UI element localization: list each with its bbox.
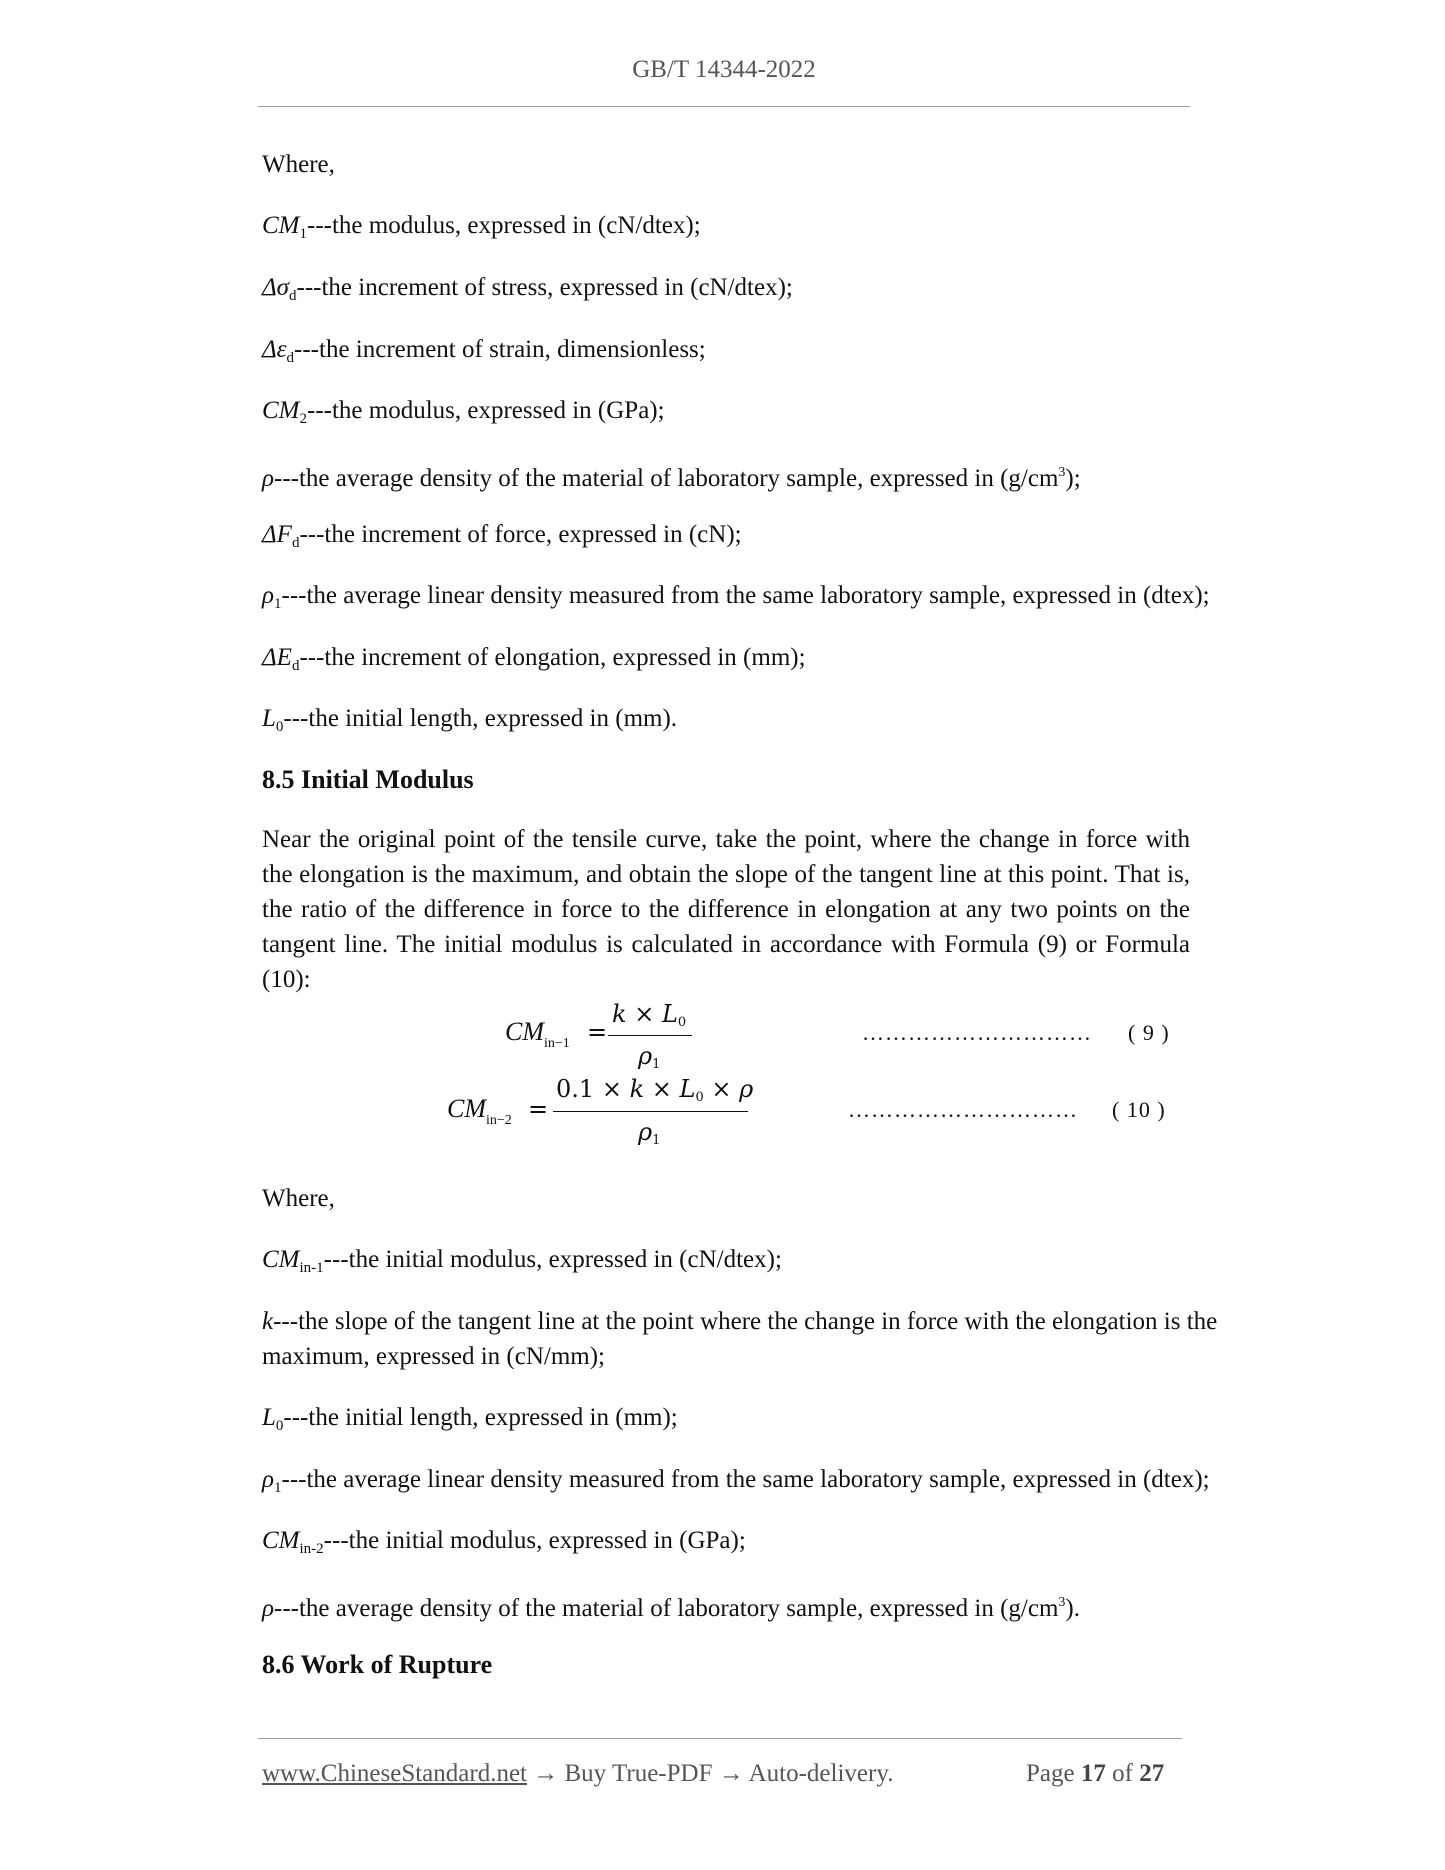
formula-9-denominator: ρ1 — [638, 1042, 661, 1072]
formula-9-leader-dots: ………………………… — [862, 1020, 1092, 1045]
page-total: 27 — [1139, 1760, 1165, 1787]
formula-9-equals: = — [587, 1018, 608, 1046]
formula-10-equals: = — [528, 1095, 549, 1123]
def-symbol: ρ — [262, 465, 274, 492]
def-symbol: ΔE — [262, 644, 292, 671]
def-symbol: ρ — [262, 1595, 274, 1622]
formula-10-fraction-bar — [553, 1111, 748, 1112]
def-rho1-2: $\rho_1--$-the average linear density measured from the same laboratory sample, expressed in (dtex); — [262, 1466, 1210, 1496]
section-heading-8-5: 8.5 Initial Modulus — [262, 765, 474, 794]
def-delta-e: $\Delta E_d--$-the increment of elongation, expressed in (mm); — [262, 644, 806, 674]
arrow-right-icon: → — [527, 1760, 565, 1787]
paragraph-8-5: Near the original point of the tensile curve, take the point, where the change in force with the elongation is the maximum, and obtain the slope of the tangent line at this point. That is, the ratio of the difference in force to the difference in elongation at any two points on the tangent line. The initial modulus is calculated in accordance with Formula (9) or Formula (10): — [262, 826, 1190, 993]
def-rho: ρ---the average density of the material of laboratory sample, expressed in $(g/cm^3)$; — [262, 465, 1081, 492]
formula-9-fraction-bar — [608, 1035, 692, 1036]
def-symbol: L — [262, 1404, 276, 1431]
formula-10-numerator: 0.1 × k × L0 × ρ — [556, 1075, 754, 1105]
def-l0-2: $L_0--$-the initial length, expressed in (mm); — [262, 1404, 678, 1434]
def-symbol: ΔF — [262, 521, 292, 548]
formula-10-leader-dots: ………………………… — [848, 1097, 1078, 1122]
def-delta-f: $\Delta F_d--$-the increment of force, expressed in (cN); — [262, 521, 742, 551]
section-heading-8-6: 8.6 Work of Rupture — [262, 1650, 493, 1679]
where-label-2: Where, — [262, 1185, 335, 1212]
def-k-continued: maximum, expressed in (cN/mm); — [262, 1343, 605, 1370]
def-symbol: CM — [262, 212, 300, 239]
def-delta-epsilon: $\Delta\varepsilon_d--$-the increment of strain, dimensionless; — [262, 336, 706, 366]
formula-10-number: ( 10 ) — [1112, 1097, 1166, 1122]
def-rho1: $\rho_1--$-the average linear density measured from the same laboratory sample, expressed in (dtex); — [262, 582, 1210, 612]
def-symbol: CM — [262, 1527, 300, 1554]
where-label-1: Where, — [262, 151, 335, 178]
def-cm-in2: $CM_{in-2}--$-the initial modulus, expressed in (GPa); — [262, 1527, 746, 1557]
def-cm1: $CM_1--$-the modulus, expressed in (cN/dtex); — [262, 212, 701, 242]
formula-9-number: ( 9 ) — [1128, 1020, 1170, 1045]
def-symbol: Δσ — [262, 274, 290, 301]
def-symbol: CM — [262, 397, 300, 424]
def-k: k---the slope of the tangent line at the point where the change in force with the elongation is the — [262, 1308, 1218, 1335]
auto-delivery-text: Auto-delivery. — [748, 1760, 894, 1787]
def-rho-2: ρ---the average density of the material of laboratory sample, expressed in $(g/cm^3)$. — [262, 1595, 1080, 1622]
def-symbol: k — [262, 1308, 274, 1335]
footer-rule — [258, 1738, 1182, 1739]
formula-10-denominator: ρ1 — [638, 1118, 661, 1148]
def-symbol: L — [262, 705, 276, 732]
def-symbol: CM — [262, 1246, 300, 1273]
page-indicator: Page 17 of 27 — [1026, 1760, 1165, 1787]
header-rule — [258, 106, 1190, 107]
def-symbol: ρ — [262, 582, 274, 609]
def-cm-in1: $CM_{in-1}--$-the initial modulus, expressed in (cN/dtex); — [262, 1246, 782, 1276]
page-number: 17 — [1080, 1760, 1106, 1787]
def-cm2: $CM_2--$-the modulus, expressed in (GPa); — [262, 397, 665, 427]
website-link[interactable]: www.ChineseStandard.net — [262, 1760, 527, 1787]
formula-9-numerator: k × L0 — [612, 1000, 687, 1030]
footer-links — [262, 1760, 893, 1788]
def-symbol: Δε — [262, 336, 287, 363]
formula-10-lhs: $CM_{in-2}$ — [447, 1094, 512, 1128]
def-symbol: ρ — [262, 1466, 274, 1493]
doc-header: GB/T 14344-2022 — [632, 56, 816, 83]
def-l0: $L_0--$-the initial length, expressed in (mm). — [262, 705, 678, 735]
formula-9-lhs: $CM_{in-1}$ — [505, 1017, 570, 1051]
def-delta-sigma: $\Delta\sigma_d--$-the increment of stress, expressed in (cN/dtex); — [262, 274, 793, 304]
buy-pdf-text: Buy True-PDF — [564, 1760, 713, 1787]
arrow-right-icon: → — [712, 1760, 749, 1787]
